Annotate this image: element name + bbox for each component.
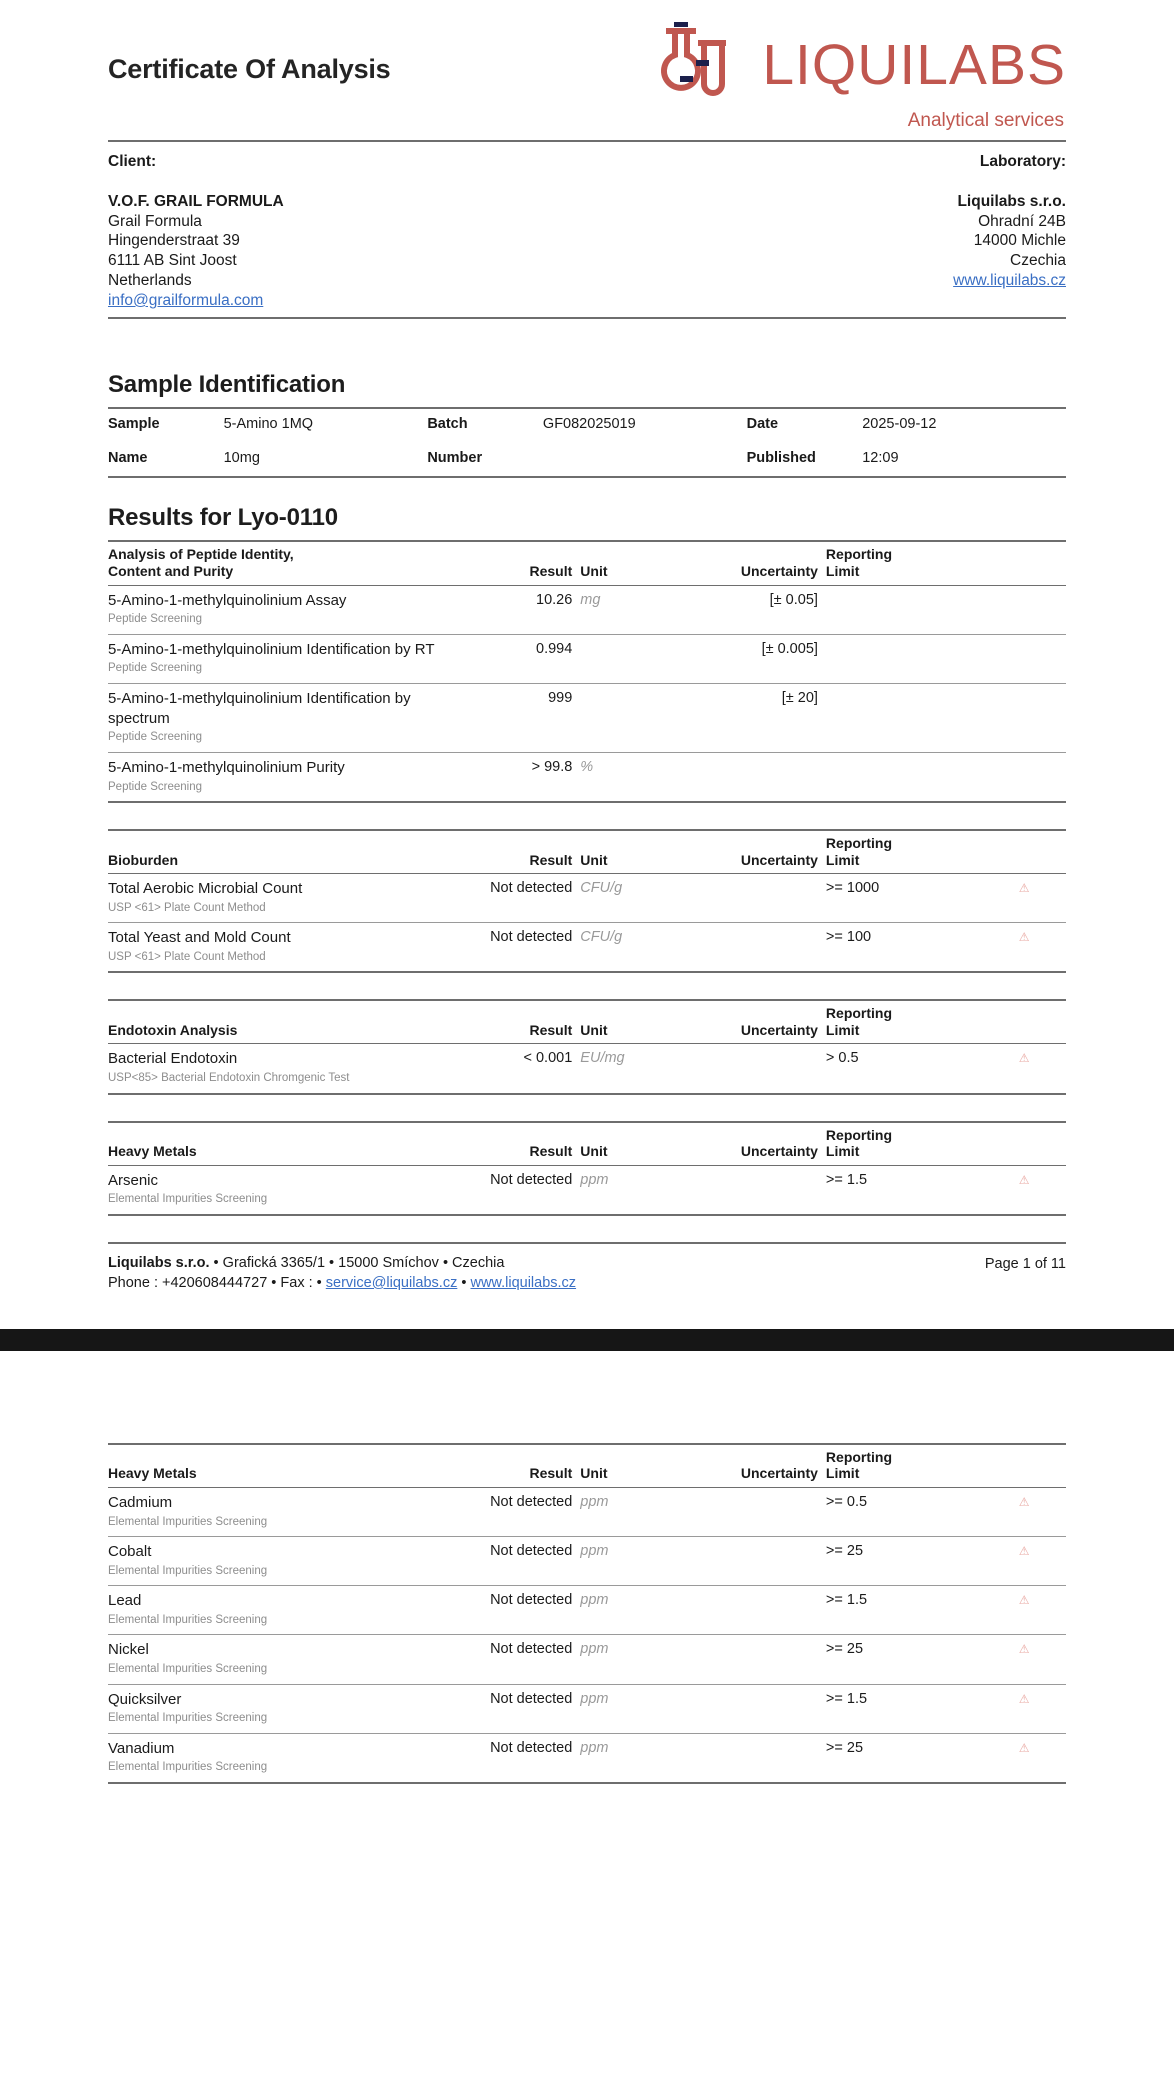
status-flag-cell xyxy=(982,1586,1066,1635)
reporting-limit-value: >= 25 xyxy=(826,1635,982,1684)
analysis-name: Lead xyxy=(108,1592,142,1610)
status-flag-cell xyxy=(982,683,1066,752)
status-flag-cell xyxy=(982,1487,1066,1536)
table-gap xyxy=(108,803,1066,829)
page-footer xyxy=(108,1244,1066,1293)
result-value: 0.994 xyxy=(449,634,581,683)
reporting-limit-value: > 0.5 xyxy=(825,1050,859,1067)
sample-name-key-line1: Sample xyxy=(108,415,160,432)
analysis-name: Nickel xyxy=(108,1641,149,1659)
analysis-name: Quicksilver xyxy=(108,1690,182,1708)
result-value: Not detected xyxy=(490,880,573,897)
client-address-line: Netherlands xyxy=(108,272,192,290)
column-header-unit: Unit xyxy=(580,1143,608,1160)
table-row xyxy=(108,634,1066,683)
unit-value: ppm xyxy=(580,1536,701,1585)
column-header-reporting-limit: Reporting Limit xyxy=(825,1448,893,1482)
status-flag-cell xyxy=(982,1684,1066,1733)
unit-value: ppm xyxy=(580,1635,701,1684)
client-address-line: Grail Formula xyxy=(108,212,202,230)
column-header-uncertainty: Uncertainty xyxy=(740,1021,818,1038)
table-header-row xyxy=(108,831,1066,874)
laboratory-block xyxy=(953,152,1066,311)
analysis-name-cell xyxy=(108,874,449,923)
result-value: Not detected xyxy=(449,1586,581,1635)
footer-phone-number: +420608444727 xyxy=(162,1274,268,1291)
analysis-name: Total Aerobic Microbial Count xyxy=(108,880,303,898)
column-header-analysis: Heavy Metals xyxy=(108,1143,197,1160)
analysis-name-cell xyxy=(108,1487,449,1536)
column-header-uncertainty: Uncertainty xyxy=(740,1465,818,1482)
table-header-row xyxy=(108,1445,1066,1488)
client-name: V.O.F. GRAIL FORMULA xyxy=(108,192,284,210)
sample-identification-heading: Sample Identification xyxy=(108,370,346,398)
sample-name-value-line1: 5-Amino 1MQ xyxy=(223,415,314,432)
uncertainty-value xyxy=(701,874,826,923)
column-header-unit: Unit xyxy=(580,563,608,579)
footer-website-link[interactable]: www.liquilabs.cz xyxy=(470,1274,577,1291)
analysis-name-cell xyxy=(108,1044,449,1093)
unit-value: EU/mg xyxy=(580,1050,625,1067)
column-header-uncertainty: Uncertainty xyxy=(740,1143,818,1160)
reporting-limit-value: >= 1000 xyxy=(825,880,880,897)
laboratory-label: Laboratory: xyxy=(979,153,1066,170)
column-header-reporting-limit: Reporting Limit xyxy=(825,1005,893,1038)
table-row xyxy=(108,683,1066,752)
table-row xyxy=(108,1733,1066,1782)
warning-triangle-icon: ⚠ xyxy=(1018,1740,1030,1755)
table-row xyxy=(108,1684,1066,1733)
table-row xyxy=(108,1487,1066,1536)
status-flag-cell xyxy=(982,1536,1066,1585)
column-header-analysis: Analysis of Peptide Identity, Content and Purity xyxy=(108,546,294,579)
warning-triangle-icon: ⚠ xyxy=(1018,930,1030,945)
page2-heavy-metals-container xyxy=(108,1443,1066,1784)
status-flag-cell xyxy=(982,752,1066,801)
status-flag-cell xyxy=(982,1733,1066,1782)
column-header-analysis: Endotoxin Analysis xyxy=(108,1021,238,1038)
column-header-result: Result xyxy=(529,1465,573,1482)
analysis-name: Cobalt xyxy=(108,1542,152,1560)
column-header-reporting-limit: Reporting Limit xyxy=(825,1126,893,1160)
result-value: > 99.8 xyxy=(449,752,581,801)
analysis-name: Cadmium xyxy=(108,1493,173,1511)
column-header-result: Result xyxy=(529,1021,573,1038)
status-flag-cell xyxy=(982,874,1066,923)
analysis-method: Peptide Screening xyxy=(108,662,202,675)
document-page-2 xyxy=(0,1351,1174,1784)
sample-identification-table xyxy=(108,409,1066,477)
column-header-uncertainty: Uncertainty xyxy=(740,851,818,868)
uncertainty-value xyxy=(701,923,826,972)
footer-contact xyxy=(108,1253,576,1293)
warning-triangle-icon: ⚠ xyxy=(1018,1172,1030,1187)
warning-triangle-icon: ⚠ xyxy=(1018,1494,1030,1509)
warning-triangle-icon: ⚠ xyxy=(1018,1593,1030,1608)
table-row xyxy=(108,1165,1066,1214)
analysis-name: Total Yeast and Mold Count xyxy=(108,929,291,947)
laboratory-address-line: 14000 Michle xyxy=(973,232,1066,250)
uncertainty-value xyxy=(701,1733,826,1782)
client-email-link[interactable]: info@grailformula.com xyxy=(108,291,264,309)
reporting-limit-value xyxy=(826,683,982,752)
column-header-result: Result xyxy=(529,851,573,868)
unit-value: CFU/g xyxy=(580,880,623,897)
result-value: Not detected xyxy=(449,1684,581,1733)
analysis-method: Peptide Screening xyxy=(108,731,202,744)
reporting-limit-value xyxy=(826,752,982,801)
page-title: Certificate Of Analysis xyxy=(108,54,391,84)
analysis-method: Elemental Impurities Screening xyxy=(108,1515,268,1528)
unit-value: ppm xyxy=(580,1171,609,1188)
uncertainty-value xyxy=(701,1635,826,1684)
batch-number-key-line1: Batch xyxy=(427,415,468,432)
status-flag-cell xyxy=(982,585,1066,634)
footer-container xyxy=(108,1242,1066,1293)
footer-phone-row xyxy=(108,1273,576,1293)
analysis-name: 5-Amino-1-methylquinolinium Identification by spectrum xyxy=(108,689,411,727)
analysis-name-cell xyxy=(108,1586,449,1635)
status-flag-cell xyxy=(982,634,1066,683)
column-header-unit: Unit xyxy=(580,1021,608,1038)
analysis-method: Elemental Impurities Screening xyxy=(108,1613,268,1626)
unit-value xyxy=(580,634,701,683)
status-flag-cell xyxy=(982,1165,1066,1214)
warning-triangle-icon: ⚠ xyxy=(1018,881,1030,896)
column-header-unit: Unit xyxy=(580,1465,608,1482)
analysis-name: 5-Amino-1-methylquinolinium Purity xyxy=(108,758,345,776)
result-value: < 0.001 xyxy=(523,1050,573,1067)
footer-fax-label: • Fax : • xyxy=(267,1274,326,1291)
footer-company: Liquilabs s.r.o. xyxy=(108,1254,210,1271)
client-label: Client: xyxy=(108,153,157,170)
unit-value: ppm xyxy=(580,1586,701,1635)
analysis-method: USP <61> Plate Count Method xyxy=(108,951,266,963)
uncertainty-value xyxy=(701,1487,826,1536)
analysis-name-cell xyxy=(108,1635,449,1684)
analysis-name-cell xyxy=(108,585,449,634)
footer-separator: • xyxy=(457,1274,471,1291)
column-header-analysis: Heavy Metals xyxy=(108,1465,197,1482)
logo-wordmark: LIQUILABS xyxy=(762,32,1066,97)
date-published-key-line1: Date xyxy=(746,415,779,432)
analysis-name: 5-Amino-1-methylquinolinium Identification by RT xyxy=(108,640,435,658)
analysis-method: Peptide Screening xyxy=(108,613,202,626)
analysis-name-cell xyxy=(108,634,449,683)
reporting-limit-value: >= 1.5 xyxy=(825,1171,868,1188)
results-heading: Results for Lyo-0110 xyxy=(108,504,338,532)
warning-triangle-icon: ⚠ xyxy=(1018,1543,1030,1558)
unit-value: ppm xyxy=(580,1733,701,1782)
analysis-method: USP <61> Plate Count Method xyxy=(108,901,266,914)
result-value: Not detected xyxy=(490,1171,573,1188)
footer-phone-label: Phone : xyxy=(108,1274,163,1291)
result-value: Not detected xyxy=(449,1733,581,1782)
flask-and-test-tube-icon xyxy=(652,22,748,108)
batch-number-key-line2: Number xyxy=(427,449,483,466)
sample-table-bottom-rule xyxy=(108,476,1066,478)
table-row xyxy=(108,1635,1066,1684)
table-row xyxy=(108,409,1066,443)
column-header-result: Result xyxy=(529,1143,573,1160)
analysis-name-cell xyxy=(108,1684,449,1733)
analysis-method: Elemental Impurities Screening xyxy=(108,1663,268,1676)
uncertainty-value xyxy=(701,1536,826,1585)
laboratory-address-line: Czechia xyxy=(1010,252,1066,270)
laboratory-name: Liquilabs s.r.o. xyxy=(957,192,1066,210)
warning-triangle-icon: ⚠ xyxy=(1018,1691,1030,1706)
uncertainty-value xyxy=(701,1684,826,1733)
uncertainty-value xyxy=(701,1044,826,1093)
date-published-value-line2: 12:09 xyxy=(862,449,899,466)
reporting-limit-value xyxy=(826,585,982,634)
column-header-result: Result xyxy=(529,563,573,579)
page2-top-spacer xyxy=(108,1351,1066,1443)
analysis-name-cell xyxy=(108,1733,449,1782)
analysis-method: Elemental Impurities Screening xyxy=(108,1761,268,1774)
column-header-reporting-limit: Reporting Limit xyxy=(825,546,893,579)
footer-email-link[interactable]: service@liquilabs.cz xyxy=(325,1274,458,1291)
column-header-analysis: Bioburden xyxy=(108,851,178,868)
column-header-reporting-limit: Reporting Limit xyxy=(825,835,893,868)
parties-divider xyxy=(108,317,1066,319)
unit-value xyxy=(580,683,701,752)
analysis-name-cell xyxy=(108,752,449,801)
uncertainty-value xyxy=(701,1586,826,1635)
uncertainty-value xyxy=(701,752,826,801)
analysis-name-cell xyxy=(108,1165,449,1214)
reporting-limit-value: >= 100 xyxy=(826,923,982,972)
batch-number-value: GF082025019 xyxy=(542,415,636,432)
result-table xyxy=(108,831,1066,971)
analysis-name: Bacterial Endotoxin xyxy=(108,1050,238,1068)
column-header-unit: Unit xyxy=(580,851,608,868)
analysis-name-cell xyxy=(108,923,449,972)
column-header-flag xyxy=(982,1001,1066,1044)
table-row xyxy=(108,1044,1066,1093)
reporting-limit-value: >= 0.5 xyxy=(825,1493,868,1510)
table-row xyxy=(108,874,1066,923)
result-table xyxy=(108,1123,1066,1214)
reporting-limit-value: >= 25 xyxy=(826,1733,982,1782)
result-value: Not detected xyxy=(449,923,581,972)
document-header xyxy=(108,22,1066,140)
analysis-name: Vanadium xyxy=(108,1739,175,1757)
column-header-uncertainty: Uncertainty xyxy=(740,563,818,579)
uncertainty-value: [± 0.005] xyxy=(701,634,826,683)
reporting-limit-value: >= 1.5 xyxy=(826,1586,982,1635)
unit-value: ppm xyxy=(580,1493,609,1510)
analysis-method: Peptide Screening xyxy=(108,780,202,793)
table-row xyxy=(108,923,1066,972)
status-flag-cell xyxy=(982,1635,1066,1684)
table-bottom-rule xyxy=(108,1782,1066,1784)
analysis-method: Elemental Impurities Screening xyxy=(108,1193,268,1206)
analysis-name-cell xyxy=(108,1536,449,1585)
laboratory-website-link[interactable]: www.liquilabs.cz xyxy=(953,272,1066,290)
column-header-flag xyxy=(982,831,1066,874)
unit-value: % xyxy=(580,752,701,801)
table-bottom-rule xyxy=(108,1214,1066,1216)
status-flag-cell xyxy=(982,1044,1066,1093)
reporting-limit-value: >= 25 xyxy=(826,1536,982,1585)
footer-address: • Grafická 3365/1 • 15000 Smíchov • Czechia xyxy=(209,1254,505,1271)
brand-logo xyxy=(652,22,1066,132)
table-row xyxy=(108,1586,1066,1635)
unit-value: mg xyxy=(580,591,601,608)
page-break-band xyxy=(0,1329,1174,1351)
result-value: 999 xyxy=(449,683,581,752)
client-block xyxy=(108,152,284,311)
result-value: 10.26 xyxy=(536,591,573,608)
sample-name-value-line2: 10mg xyxy=(223,449,260,466)
table-gap xyxy=(108,1095,1066,1121)
result-tables-container xyxy=(108,540,1066,1215)
analysis-name-cell xyxy=(108,683,449,752)
analysis-name: 5-Amino-1-methylquinolinium Assay xyxy=(108,591,347,609)
uncertainty-value: [± 20] xyxy=(701,683,826,752)
table-row xyxy=(108,752,1066,801)
analysis-method: Elemental Impurities Screening xyxy=(108,1564,268,1577)
analysis-method: Elemental Impurities Screening xyxy=(108,1712,268,1725)
client-address-line: 6111 AB Sint Joost xyxy=(108,252,237,270)
unit-value: ppm xyxy=(580,1684,701,1733)
logo-tagline: Analytical services xyxy=(907,110,1064,131)
client-address-line: Hingenderstraat 39 xyxy=(108,232,240,250)
result-table xyxy=(108,1001,1066,1092)
date-published-value-line1: 2025-09-12 xyxy=(862,415,937,432)
uncertainty-value xyxy=(701,1165,826,1214)
warning-triangle-icon: ⚠ xyxy=(1018,1642,1030,1657)
analysis-method: USP<85> Bacterial Endotoxin Chromgenic Test xyxy=(108,1072,350,1085)
uncertainty-value: [± 0.05] xyxy=(769,591,818,608)
result-value: Not detected xyxy=(449,1635,581,1684)
table-header-row xyxy=(108,542,1066,585)
column-header-flag xyxy=(982,1445,1066,1488)
sample-name-key-line2: Name xyxy=(108,449,148,466)
laboratory-address-line: Ohradní 24B xyxy=(978,212,1066,230)
reporting-limit-value: >= 1.5 xyxy=(826,1684,982,1733)
status-flag-cell xyxy=(982,923,1066,972)
table-row xyxy=(108,585,1066,634)
column-header-flag xyxy=(982,1123,1066,1166)
unit-value: CFU/g xyxy=(580,923,701,972)
page-number: Page 1 of 11 xyxy=(984,1255,1066,1272)
batch-number-value-line2 xyxy=(543,443,747,477)
date-published-key-line2: Published xyxy=(746,449,816,466)
result-table xyxy=(108,542,1066,801)
footer-address-row xyxy=(108,1253,576,1273)
reporting-limit-value xyxy=(826,634,982,683)
table-header-row xyxy=(108,1123,1066,1166)
warning-triangle-icon: ⚠ xyxy=(1018,1051,1030,1066)
table-row xyxy=(108,443,1066,477)
analysis-name: Arsenic xyxy=(108,1171,159,1189)
table-header-row xyxy=(108,1001,1066,1044)
table-row xyxy=(108,1536,1066,1585)
column-header-flag xyxy=(982,542,1066,585)
result-table xyxy=(108,1445,1066,1782)
result-value: Not detected xyxy=(449,1536,581,1585)
result-value: Not detected xyxy=(490,1493,573,1510)
table-gap xyxy=(108,973,1066,999)
parties-block xyxy=(108,142,1066,317)
